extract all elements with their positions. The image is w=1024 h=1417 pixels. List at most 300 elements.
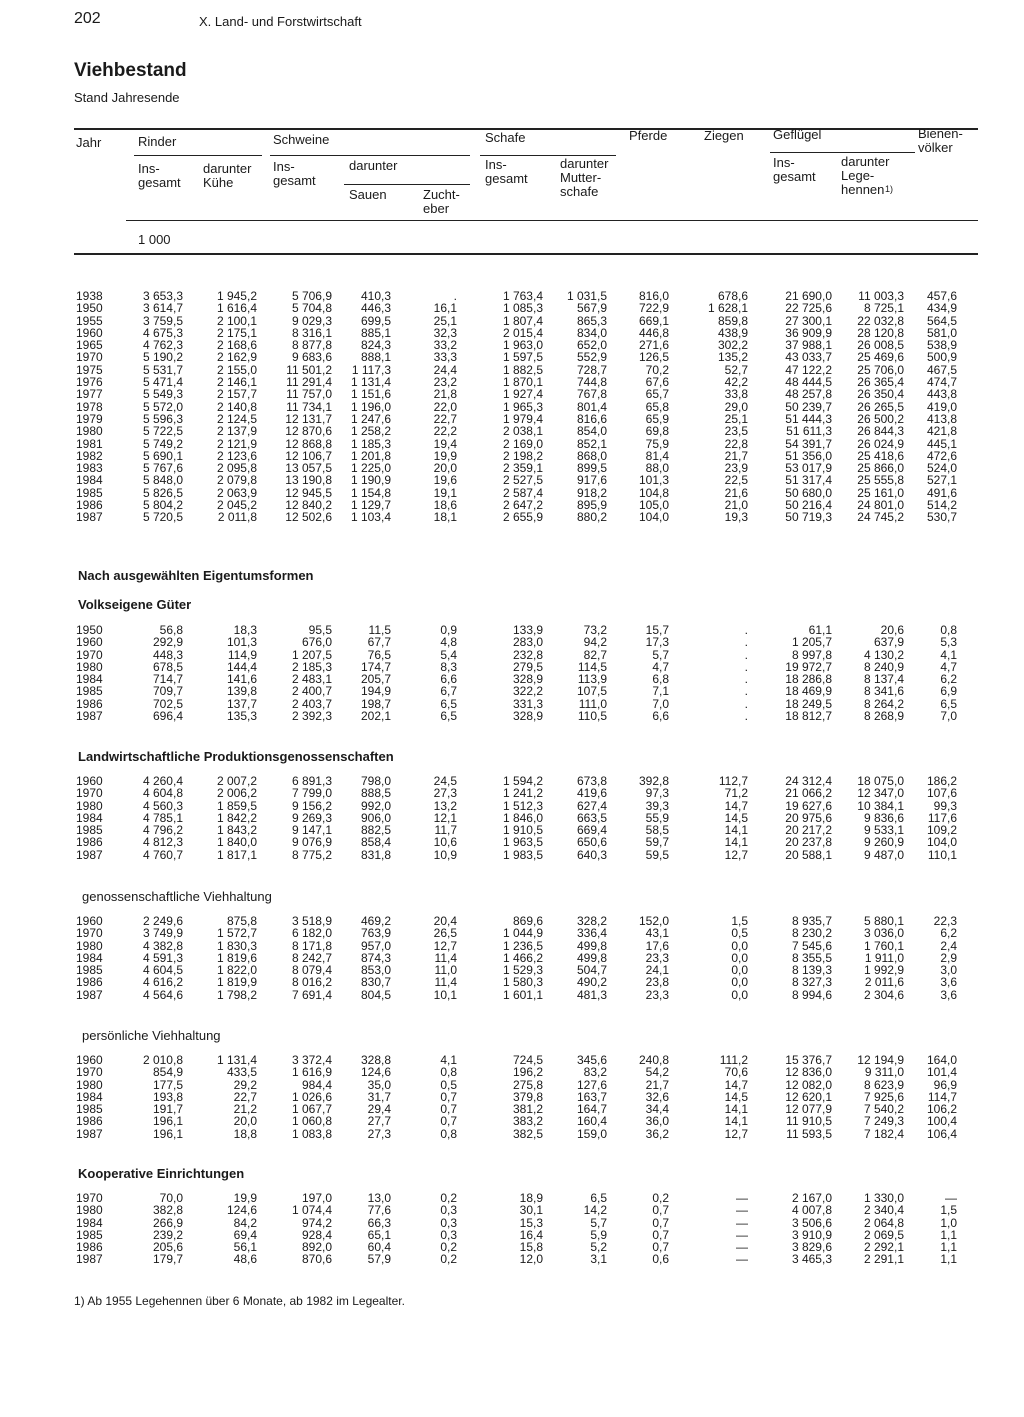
cell-sauen: 1 196,0 — [350, 399, 391, 414]
cell-pferde: 15,7 — [645, 623, 669, 637]
cell-jahr: 1970 — [76, 647, 103, 662]
cell-ziegen: 14,1 — [724, 1102, 748, 1117]
cell-schafe-insgesamt: 2 527,5 — [502, 473, 543, 488]
cell-zuchteber: 6,6 — [440, 672, 457, 687]
cell-bienenvoelker: 101,4 — [926, 1065, 957, 1080]
cell-kuehe: 139,8 — [226, 684, 257, 699]
cell-jahr: 1985 — [76, 684, 103, 699]
cell-sauen: 67,7 — [367, 635, 391, 650]
cell-rinder-insgesamt: 3 653,3 — [142, 289, 183, 303]
cell-schafe-insgesamt: 1 466,2 — [502, 950, 543, 965]
table-row — [76, 511, 976, 523]
cell-ziegen: — — [736, 1240, 748, 1255]
cell-sauen: 202,1 — [360, 709, 391, 724]
cell-sauen: 992,0 — [360, 798, 391, 813]
cell-mutterschafe: 504,7 — [576, 963, 607, 978]
cell-legehennen: 18 075,0 — [857, 774, 904, 788]
cell-zuchteber: 11,4 — [434, 975, 457, 990]
cell-pferde: 65,7 — [645, 387, 669, 402]
cell-kuehe: 1 572,7 — [216, 926, 257, 941]
cell-kuehe: 1 819,9 — [216, 975, 257, 990]
cell-mutterschafe: 567,9 — [576, 301, 607, 316]
cell-bienenvoelker: 491,6 — [926, 485, 957, 500]
cell-legehennen: 2 064,8 — [863, 1215, 904, 1230]
cell-schweine-insgesamt: 1 616,9 — [291, 1065, 332, 1080]
cell-sauen: 205,7 — [360, 672, 391, 687]
cell-kuehe: 29,2 — [233, 1077, 257, 1092]
cell-mutterschafe: 652,0 — [576, 338, 607, 353]
cell-gefluegel-insgesamt: 22 725,6 — [785, 301, 832, 316]
cell-kuehe: 2 137,9 — [216, 424, 257, 439]
section-title-genossenschaftliche-viehhaltung: genossenschaftliche Viehhaltung — [82, 889, 272, 904]
cell-sauen: 60,4 — [367, 1240, 391, 1255]
col-zuchteber: Zucht- eber — [423, 187, 460, 216]
cell-schafe-insgesamt: 15,3 — [519, 1215, 543, 1230]
cell-mutterschafe: 918,2 — [576, 485, 607, 500]
cell-pferde: 5,7 — [652, 647, 669, 662]
cell-ziegen: 302,2 — [717, 338, 748, 353]
table-row — [76, 1066, 976, 1078]
cell-kuehe: 2 155,0 — [216, 362, 257, 377]
cell-pferde: 6,8 — [652, 672, 669, 687]
cell-ziegen: 14,7 — [724, 1077, 748, 1092]
cell-kuehe: 1 131,4 — [216, 1053, 257, 1067]
cell-schafe-insgesamt: 1 044,9 — [502, 926, 543, 941]
cell-ziegen: 859,8 — [717, 313, 748, 328]
cell-pferde: 23,3 — [645, 950, 669, 965]
cell-jahr: 1986 — [76, 1240, 103, 1255]
cell-ziegen: 70,6 — [724, 1065, 748, 1080]
cell-bienenvoelker: 2,9 — [940, 950, 957, 965]
cell-pferde: 67,6 — [645, 375, 669, 390]
cell-ziegen: 1,5 — [731, 914, 748, 928]
cell-jahr: 1960 — [76, 774, 103, 788]
cell-gefluegel-insgesamt: 53 017,9 — [785, 461, 832, 476]
cell-zuchteber: 6,7 — [440, 684, 457, 699]
cell-kuehe: 19,9 — [233, 1191, 257, 1205]
cell-mutterschafe: 1 031,5 — [566, 289, 607, 303]
cell-gefluegel-insgesamt: 11 910,5 — [786, 1114, 832, 1129]
cell-ziegen: . — [744, 684, 748, 699]
cell-sauen: 699,5 — [360, 313, 391, 328]
cell-bienenvoelker: 500,9 — [926, 350, 957, 365]
cell-schafe-insgesamt: 1 965,3 — [502, 399, 543, 414]
cell-pferde: 105,0 — [638, 498, 669, 513]
cell-gefluegel-insgesamt: 8 355,5 — [791, 950, 832, 965]
cell-mutterschafe: 499,8 — [576, 950, 607, 965]
footnote-mark: 1) — [885, 184, 894, 194]
cell-kuehe: 1 840,0 — [216, 835, 257, 850]
cell-sauen: 957,0 — [360, 938, 391, 953]
cell-rinder-insgesamt: 179,7 — [152, 1252, 183, 1267]
cell-mutterschafe: 6,5 — [590, 1191, 607, 1205]
col-rinder-insgesamt: Ins- gesamt — [138, 161, 181, 190]
cell-schweine-insgesamt: 11 501,2 — [286, 362, 332, 377]
cell-legehennen: 9 487,0 — [863, 847, 904, 862]
cell-kuehe: 2 079,8 — [216, 473, 257, 488]
cell-kuehe: 1 817,1 — [216, 847, 257, 862]
cell-schafe-insgesamt: 30,1 — [519, 1203, 543, 1218]
cell-schweine-insgesamt: 12 945,5 — [285, 485, 332, 500]
cell-legehennen: 25 866,0 — [857, 461, 904, 476]
cell-bienenvoelker: 421,8 — [926, 424, 957, 439]
cell-pferde: 240,8 — [638, 1053, 669, 1067]
cell-schafe-insgesamt: 331,3 — [512, 696, 543, 711]
cell-sauen: 763,9 — [360, 926, 391, 941]
cell-gefluegel-insgesamt: 3 465,3 — [791, 1252, 832, 1267]
cell-pferde: 88,0 — [645, 461, 669, 476]
cell-kuehe: 2 175,1 — [216, 325, 257, 340]
cell-schafe-insgesamt: 1 963,0 — [502, 338, 543, 353]
cell-pferde: 65,9 — [645, 411, 669, 426]
cell-schweine-insgesamt: 8 316,1 — [291, 325, 332, 340]
col-ziegen: Ziegen — [704, 128, 744, 143]
cell-mutterschafe: 834,0 — [576, 325, 607, 340]
cell-schafe-insgesamt: 283,0 — [512, 635, 543, 650]
cell-bienenvoelker: 96,9 — [933, 1077, 957, 1092]
cell-zuchteber: 19,6 — [433, 473, 457, 488]
table-row — [76, 351, 976, 363]
cell-jahr: 1987 — [76, 987, 103, 1002]
cell-legehennen: 637,9 — [873, 635, 904, 650]
cell-legehennen: 25 469,6 — [857, 350, 904, 365]
cell-ziegen: 0,0 — [731, 963, 748, 978]
cell-sauen: 410,3 — [360, 289, 391, 303]
cell-bienenvoelker: 457,6 — [926, 289, 957, 303]
cell-legehennen: 2 069,5 — [863, 1227, 904, 1242]
cell-jahr: 1984 — [76, 1215, 103, 1230]
cell-schafe-insgesamt: 381,2 — [512, 1102, 543, 1117]
cell-schweine-insgesamt: 12 131,7 — [285, 411, 332, 426]
cell-legehennen: 8 268,9 — [863, 709, 904, 724]
cell-ziegen: 22,8 — [724, 436, 748, 451]
data-block-volkseigene-gueter — [76, 624, 976, 722]
cell-schafe-insgesamt: 232,8 — [512, 647, 543, 662]
cell-kuehe: 1 830,3 — [216, 938, 257, 953]
cell-gefluegel-insgesamt: 20 237,8 — [785, 835, 832, 850]
cell-mutterschafe: 767,8 — [576, 387, 607, 402]
cell-jahr: 1981 — [76, 436, 103, 451]
cell-rinder-insgesamt: 5 549,3 — [142, 387, 183, 402]
cell-schweine-insgesamt: 13 057,5 — [285, 461, 332, 476]
cell-jahr: 1987 — [76, 709, 103, 724]
cell-gefluegel-insgesamt: 43 033,7 — [785, 350, 832, 365]
cell-legehennen: 25 706,0 — [857, 362, 904, 377]
cell-gefluegel-insgesamt: 19 627,6 — [785, 798, 832, 813]
cell-sauen: 1 103,4 — [350, 510, 391, 525]
col-schafe-insgesamt: Ins- gesamt — [485, 157, 528, 186]
cell-rinder-insgesamt: 4 564,6 — [142, 987, 183, 1002]
cell-bienenvoelker: 6,2 — [940, 926, 957, 941]
table-row — [76, 787, 976, 799]
cell-gefluegel-insgesamt: 54 391,7 — [785, 436, 832, 451]
cell-pferde: 104,0 — [638, 510, 669, 525]
cell-schafe-insgesamt: 1 927,4 — [502, 387, 543, 402]
cell-schweine-insgesamt: 1 207,5 — [291, 647, 332, 662]
cell-ziegen: — — [736, 1227, 748, 1242]
cell-mutterschafe: 552,9 — [576, 350, 607, 365]
cell-pferde: 21,7 — [645, 1077, 669, 1092]
cell-legehennen: 25 555,8 — [857, 473, 904, 488]
cell-schafe-insgesamt: 1 512,3 — [502, 798, 543, 813]
cell-zuchteber: 10,6 — [433, 835, 457, 850]
cell-legehennen: 8 264,2 — [863, 696, 904, 711]
cell-pferde: 152,0 — [638, 914, 669, 928]
cell-bienenvoelker: 1,1 — [940, 1252, 957, 1267]
cell-gefluegel-insgesamt: 7 545,6 — [791, 938, 832, 953]
cell-schweine-insgesamt: 8 877,8 — [291, 338, 332, 353]
cell-gefluegel-insgesamt: 11 593,5 — [786, 1126, 832, 1141]
cell-rinder-insgesamt: 678,5 — [152, 659, 183, 674]
cell-zuchteber: 0,7 — [440, 1102, 457, 1117]
cell-ziegen: 29,0 — [724, 399, 748, 414]
cell-rinder-insgesamt: 266,9 — [152, 1215, 183, 1230]
cell-ziegen: — — [736, 1203, 748, 1218]
cell-ziegen: — — [736, 1252, 748, 1267]
cell-bienenvoelker: 538,9 — [926, 338, 957, 353]
cell-zuchteber: 5,4 — [440, 647, 457, 662]
cell-bienenvoelker: 527,1 — [926, 473, 957, 488]
cell-mutterschafe: 111,0 — [578, 696, 607, 711]
cell-zuchteber: 0,2 — [440, 1252, 457, 1267]
cell-mutterschafe: 107,5 — [576, 684, 607, 699]
cell-schafe-insgesamt: 16,4 — [519, 1227, 543, 1242]
col-bienen: Bienen- völker — [918, 126, 963, 155]
cell-bienenvoelker: 530,7 — [926, 510, 957, 525]
cell-zuchteber: 0,5 — [440, 1077, 457, 1092]
cell-schweine-insgesamt: 1 026,6 — [291, 1089, 332, 1104]
cell-schweine-insgesamt: 11 734,1 — [286, 399, 332, 414]
cell-zuchteber: 10,9 — [433, 847, 457, 862]
cell-rinder-insgesamt: 292,9 — [152, 635, 183, 650]
cell-zuchteber: 13,2 — [433, 798, 457, 813]
cell-schweine-insgesamt: 9 147,1 — [291, 823, 332, 838]
cell-pferde: 36,0 — [645, 1114, 669, 1129]
cell-ziegen: . — [744, 672, 748, 687]
cell-jahr: 1987 — [76, 1252, 103, 1267]
page-title: Viehbestand — [74, 60, 187, 81]
cell-legehennen: 8 137,4 — [863, 672, 904, 687]
unit-label: 1 000 — [138, 232, 171, 247]
table-row — [76, 1253, 976, 1265]
table-row — [76, 1204, 976, 1216]
cell-zuchteber: 11,7 — [434, 823, 457, 838]
table-row — [76, 849, 976, 861]
col-pferde: Pferde — [629, 128, 668, 143]
cell-schafe-insgesamt: 1 763,4 — [502, 289, 543, 303]
cell-jahr: 1985 — [76, 963, 103, 978]
cell-legehennen: 25 418,6 — [857, 448, 904, 463]
cell-gefluegel-insgesamt: 18 812,7 — [785, 709, 832, 724]
cell-legehennen: 7 540,2 — [863, 1102, 904, 1117]
cell-zuchteber: 22,2 — [433, 424, 457, 439]
cell-zuchteber: 12,1 — [433, 810, 457, 825]
section-title-eigentumsformen: Nach ausgewählten Eigentumsformen — [78, 568, 314, 583]
cell-kuehe: 114,9 — [227, 647, 257, 662]
cell-schafe-insgesamt: 1 983,5 — [502, 847, 543, 862]
cell-bienenvoelker: 22,3 — [933, 914, 957, 928]
cell-ziegen: 0,0 — [731, 950, 748, 965]
cell-rinder-insgesamt: 5 471,4 — [142, 375, 183, 390]
cell-zuchteber: 32,3 — [433, 325, 457, 340]
cell-mutterschafe: 3,1 — [590, 1252, 607, 1267]
cell-rinder-insgesamt: 714,7 — [152, 672, 183, 687]
cell-sauen: 57,9 — [367, 1252, 391, 1267]
cell-schweine-insgesamt: 7 691,4 — [291, 987, 332, 1002]
cell-gefluegel-insgesamt: 61,1 — [808, 623, 832, 637]
table-row — [76, 927, 976, 939]
cell-bienenvoelker: 413,8 — [926, 411, 957, 426]
cell-rinder-insgesamt: 4 260,4 — [142, 774, 183, 788]
cell-mutterschafe: 82,7 — [583, 647, 607, 662]
cell-schweine-insgesamt: 8 242,7 — [291, 950, 332, 965]
cell-jahr: 1960 — [76, 325, 103, 340]
cell-schweine-insgesamt: 1 083,8 — [291, 1126, 332, 1141]
cell-kuehe: 2 140,8 — [216, 399, 257, 414]
cell-legehennen: 20,6 — [880, 623, 904, 637]
cell-zuchteber: 18,6 — [433, 498, 457, 513]
cell-gefluegel-insgesamt: 8 935,7 — [791, 914, 832, 928]
cell-legehennen: 26 008,5 — [857, 338, 904, 353]
cell-gefluegel-insgesamt: 18 286,8 — [785, 672, 832, 687]
cell-kuehe: 137,7 — [226, 696, 257, 711]
cell-kuehe: 69,4 — [233, 1227, 257, 1242]
cell-gefluegel-insgesamt: 20 588,1 — [785, 847, 832, 862]
cell-kuehe: 1 819,6 — [216, 950, 257, 965]
cell-gefluegel-insgesamt: 18 249,5 — [785, 696, 832, 711]
cell-schafe-insgesamt: 724,5 — [512, 1053, 543, 1067]
cell-schweine-insgesamt: 676,0 — [301, 635, 332, 650]
cell-pferde: 24,1 — [645, 963, 669, 978]
cell-schweine-insgesamt: 6 891,3 — [291, 774, 332, 788]
cell-legehennen: 1 330,0 — [863, 1191, 904, 1205]
cell-jahr: 1980 — [76, 798, 103, 813]
cell-kuehe: 2 007,2 — [216, 774, 257, 788]
cell-gefluegel-insgesamt: 8 139,3 — [791, 963, 832, 978]
cell-gefluegel-insgesamt: 27 300,1 — [785, 313, 832, 328]
cell-pferde: 23,3 — [645, 987, 669, 1002]
cell-sauen: 1 190,9 — [350, 473, 391, 488]
cell-zuchteber: 25,1 — [433, 313, 457, 328]
table-row — [76, 302, 976, 314]
cell-schafe-insgesamt: 2 647,2 — [502, 498, 543, 513]
cell-zuchteber: 11,0 — [434, 963, 457, 978]
cell-schafe-insgesamt: 133,9 — [512, 623, 543, 637]
cell-schweine-insgesamt: 928,4 — [301, 1227, 332, 1242]
col-schweine-darunter: darunter — [349, 158, 398, 173]
data-block-lpg — [76, 775, 976, 861]
cell-sauen: 885,1 — [360, 325, 391, 340]
cell-schweine-insgesamt: 7 799,0 — [291, 786, 332, 801]
cell-zuchteber: 23,2 — [433, 375, 457, 390]
col-rinder-kuehe: darunter Kühe — [203, 161, 252, 190]
cell-gefluegel-insgesamt: 48 257,8 — [785, 387, 832, 402]
section-title-lpg: Landwirtschaftliche Produktionsgenossenschaften — [78, 749, 394, 764]
cell-zuchteber: 0,9 — [440, 623, 457, 637]
cell-rinder-insgesamt: 239,2 — [152, 1227, 183, 1242]
cell-jahr: 1986 — [76, 696, 103, 711]
cell-jahr: 1987 — [76, 510, 103, 525]
cell-ziegen: 52,7 — [724, 362, 748, 377]
cell-zuchteber: 24,5 — [433, 774, 457, 788]
cell-ziegen: 111,2 — [719, 1053, 748, 1067]
cell-gefluegel-insgesamt: 50 719,3 — [785, 510, 832, 525]
cell-jahr: 1950 — [76, 623, 103, 637]
cell-schweine-insgesamt: 8 171,8 — [291, 938, 332, 953]
cell-gefluegel-insgesamt: 3 910,9 — [791, 1227, 832, 1242]
cell-rinder-insgesamt: 4 604,8 — [142, 786, 183, 801]
cell-pferde: 669,1 — [638, 313, 669, 328]
cell-schafe-insgesamt: 1 597,5 — [502, 350, 543, 365]
cell-sauen: 1 117,3 — [351, 362, 391, 377]
cell-zuchteber: 6,5 — [440, 696, 457, 711]
cell-schweine-insgesamt: 2 392,3 — [291, 709, 332, 724]
cell-rinder-insgesamt: 382,8 — [152, 1203, 183, 1218]
cell-bienenvoelker: 6,5 — [940, 696, 957, 711]
cell-legehennen: 4 130,2 — [863, 647, 904, 662]
cell-schweine-insgesamt: 9 683,6 — [291, 350, 332, 365]
cell-ziegen: — — [736, 1215, 748, 1230]
cell-zuchteber: 22,0 — [433, 399, 457, 414]
cell-kuehe: 1 798,2 — [216, 987, 257, 1002]
cell-gefluegel-insgesamt: 1 205,7 — [791, 635, 832, 650]
col-schafe: Schafe — [485, 130, 526, 145]
cell-sauen: 830,7 — [360, 975, 391, 990]
cell-zuchteber: 0,2 — [440, 1191, 457, 1205]
table-row — [76, 1128, 976, 1140]
cell-pferde: 0,7 — [652, 1215, 669, 1230]
cell-jahr: 1960 — [76, 914, 103, 928]
footnote: 1) Ab 1955 Legehennen über 6 Monate, ab 1982 im Legealter. — [74, 1294, 405, 1308]
cell-jahr: 1986 — [76, 498, 103, 513]
cell-pferde: 126,5 — [638, 350, 669, 365]
col-legehennen: darunter Lege- hennen — [841, 154, 890, 197]
cell-bienenvoelker: 114,7 — [927, 1089, 957, 1104]
cell-sauen: 174,7 — [360, 659, 391, 674]
cell-sauen: 1 185,3 — [350, 436, 391, 451]
cell-zuchteber: 16,1 — [433, 301, 457, 316]
cell-mutterschafe: 113,9 — [577, 672, 607, 687]
cell-schweine-insgesamt: 11 291,4 — [286, 375, 332, 390]
cell-pferde: 722,9 — [638, 301, 669, 316]
cell-jahr: 1977 — [76, 387, 103, 402]
cell-sauen: 469,2 — [360, 914, 391, 928]
cell-pferde: 0,7 — [652, 1240, 669, 1255]
cell-bienenvoelker: 3,0 — [940, 963, 957, 978]
cell-schweine-insgesamt: 12 840,2 — [285, 498, 332, 513]
col-jahr: Jahr — [76, 135, 102, 150]
col-gefluegel-insgesamt: Ins- gesamt — [773, 155, 816, 184]
cell-legehennen: 7 182,4 — [863, 1126, 904, 1141]
cell-pferde: 39,3 — [645, 798, 669, 813]
cell-schweine-insgesamt: 9 156,2 — [291, 798, 332, 813]
cell-sauen: 66,3 — [367, 1215, 391, 1230]
cell-sauen: 798,0 — [360, 774, 391, 788]
cell-schafe-insgesamt: 383,2 — [512, 1114, 543, 1129]
cell-sauen: 831,8 — [360, 847, 391, 862]
cell-schweine-insgesamt: 892,0 — [301, 1240, 332, 1255]
cell-legehennen: 25 161,0 — [857, 485, 904, 500]
cell-sauen: 198,7 — [360, 696, 391, 711]
cell-sauen: 888,1 — [360, 350, 391, 365]
cell-sauen: 906,0 — [360, 810, 391, 825]
cell-mutterschafe: 328,2 — [576, 914, 607, 928]
cell-rinder-insgesamt: 5 720,5 — [142, 510, 183, 525]
cell-jahr: 1970 — [76, 1191, 103, 1205]
cell-jahr: 1975 — [76, 362, 103, 377]
cell-ziegen: . — [744, 696, 748, 711]
cell-mutterschafe: 160,4 — [576, 1114, 607, 1129]
